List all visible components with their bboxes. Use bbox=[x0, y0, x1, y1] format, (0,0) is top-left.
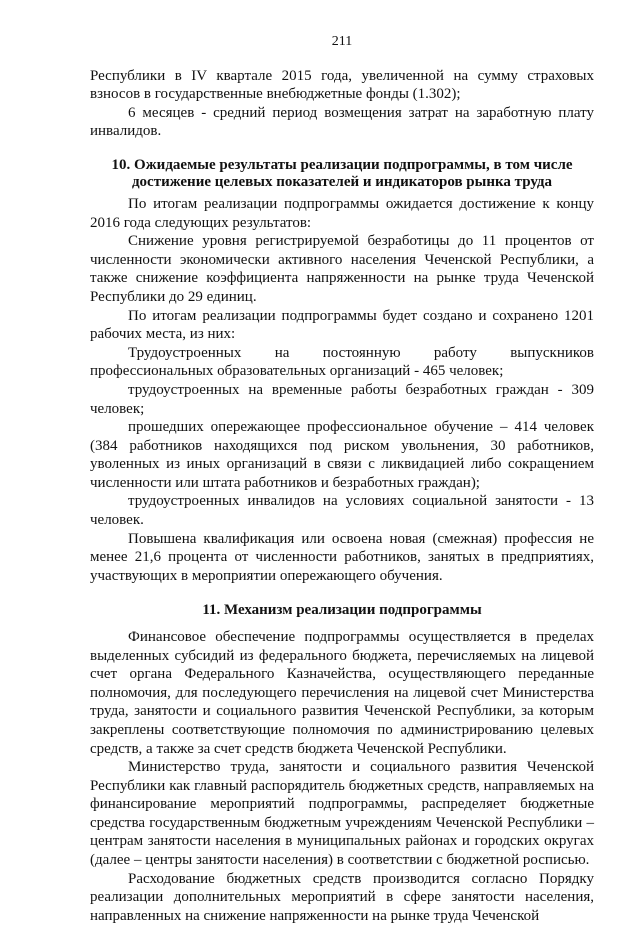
paragraph: По итогам реализации подпрограммы ожидается достижение к концу 2016 года следующих результатов: bbox=[90, 195, 594, 231]
section-11-heading: 11. Механизм реализации подпрограммы bbox=[202, 602, 482, 619]
paragraph: Трудоустроенных на постоянную работу выпускников профессиональных образовательных организаций - 465 человек; bbox=[90, 344, 594, 380]
paragraph: Снижение уровня регистрируемой безработицы до 11 процентов от численности экономически активного населения Чеченской Республики, а также снижение коэффициента напряженности на рынке труда Чеченской Республики до 29 единиц. bbox=[90, 233, 594, 305]
paragraph: трудоустроенных инвалидов на условиях социальной занятости - 13 человек. bbox=[90, 493, 594, 529]
paragraph: Финансовое обеспечение подпрограммы осуществляется в пределах выделенных субсидий из федерального бюджета, перечисляемых на лицевой счет органа Федерального Казначейства, осуществляющего переданные полномочия, для последующего перечисления на лицевой счет Министерства труда, занятости и социального развития Чеченской Республики, за которым закреплены соответствующие полномочия по администрированию целевых средств, а также за счет средств бюджета Чеченской Республики. bbox=[90, 628, 594, 757]
section-10-heading-line2: достижение целевых показателей и индикаторов рынка труда bbox=[131, 174, 553, 191]
paragraph: 6 месяцев - средний период возмещения затрат на заработную плату инвалидов. bbox=[90, 104, 594, 140]
paragraph: трудоустроенных на временные работы безработных граждан - 309 человек; bbox=[90, 381, 594, 417]
paragraph: Повышена квалификация или освоена новая (смежная) профессия не менее 21,6 процента от численности работников, занятых в предприятиях, участвующих в мероприятии опережающего обучения. bbox=[90, 530, 594, 584]
page-number: 211 bbox=[331, 34, 353, 49]
section-10-heading-line1: 10. Ожидаемые результаты реализации подпрограммы, в том числе bbox=[111, 156, 573, 173]
paragraph: По итогам реализации подпрограммы будет создано и сохранено 1201 рабочих места, из них: bbox=[90, 307, 594, 343]
document-page bbox=[90, 0, 594, 925]
paragraph-continued: Республики в IV квартале 2015 года, увеличенной на сумму страховых взносов в государственные внебюджетные фонды (1.302); bbox=[90, 67, 594, 103]
section-10-heading bbox=[90, 157, 594, 192]
paragraph: Министерство труда, занятости и социального развития Чеченской Республики как главный распорядитель бюджетных средств, направляемых на финансирование мероприятий подпрограммы, распределяет бюджетные средства государственным бюджетным учреждениям Чеченской Республики – центрам занятости населения в муниципальных районах и городских округах (далее – центры занятости населения) в соответствии с бюджетной росписью. bbox=[90, 759, 594, 869]
paragraph: Расходование бюджетных средств производится согласно Порядку реализации дополнительных мероприятий в сфере занятости населения, направленных на снижение напряженности на рынке труда Чеченской bbox=[90, 870, 594, 924]
paragraph: прошедших опережающее профессиональное обучение – 414 человек (384 работников находящихся под риском увольнения, 30 работников, уволенных из иных организаций в связи с ликвидацией либо сокращением численности или штата работников и безработных граждан); bbox=[90, 419, 594, 491]
